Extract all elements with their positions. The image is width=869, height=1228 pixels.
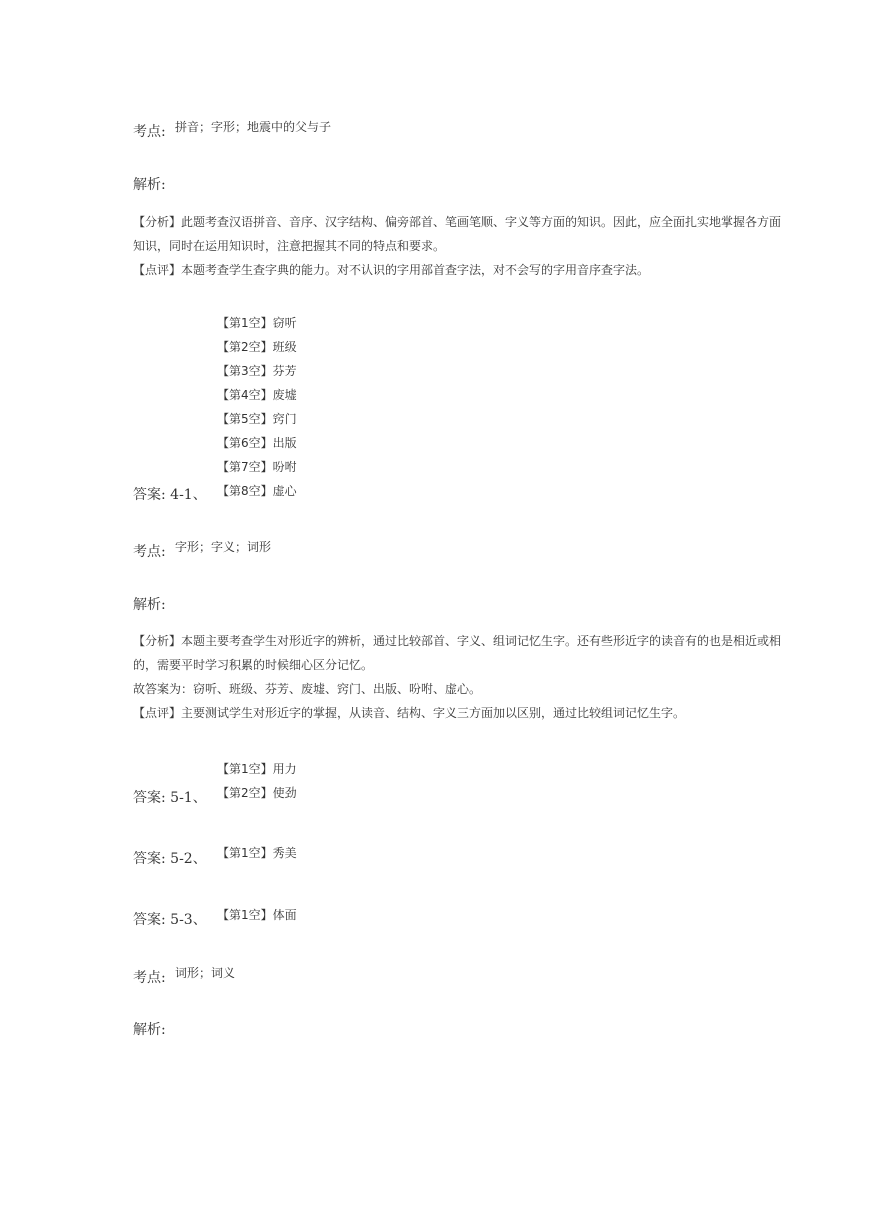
blank-list-4-1	[217, 311, 297, 503]
blank-item: 【第2空】使劲	[217, 786, 297, 800]
blank-list-5-1	[217, 757, 297, 805]
blank-item: 【第4空】废墟	[217, 388, 297, 402]
jiexi-label-3: 解析:	[133, 1022, 166, 1038]
analysis-line: 【分析】本题主要考查学生对形近字的辨析，通过比较部首、字义、组词记忆生字。还有些形近字的读音有的也是相近或相	[133, 634, 782, 648]
analysis-line: 故答案为：窃听、班级、芬芳、废墟、窍门、出版、吩咐、虚心。	[133, 682, 482, 696]
analysis-line: 【点评】主要测试学生对形近字的掌握，从读音、结构、字义三方面加以区别，通过比较组词记忆生字。	[133, 706, 686, 720]
kaodian-label-1: 考点:	[133, 124, 166, 140]
analysis-line: 的，需要平时学习积累的时候细心区分记忆。	[133, 658, 374, 672]
kaodian-label-3: 考点:	[133, 970, 166, 986]
blank-item: 【第5空】窍门	[217, 412, 297, 426]
blank-item: 【第1空】用力	[217, 762, 297, 776]
jiexi-label-2: 解析:	[133, 597, 166, 613]
analysis-line: 知识，同时在运用知识时，注意把握其不同的特点和要求。	[133, 239, 446, 253]
blank-item: 【第8空】虚心	[217, 484, 297, 498]
blank-item: 【第3空】芬芳	[217, 364, 297, 378]
blank-item: 【第2空】班级	[217, 340, 297, 354]
kaodian-value-2: 字形；字义；词形	[175, 540, 272, 554]
blank-item: 【第1空】秀美	[217, 846, 297, 860]
kaodian-label-2: 考点:	[133, 544, 166, 560]
blank-item: 【第1空】体面	[217, 908, 297, 922]
kaodian-value-3: 词形；词义	[175, 966, 236, 980]
answer-label-5-3: 答案: 5-3、	[133, 912, 207, 928]
answer-label-5-2: 答案: 5-2、	[133, 851, 207, 867]
analysis-line: 【分析】此题考查汉语拼音、音序、汉字结构、偏旁部首、笔画笔顺、字义等方面的知识。因此，应全面扎实地掌握各方面	[133, 215, 782, 229]
blank-item: 【第6空】出版	[217, 436, 297, 450]
blank-list-5-3	[217, 903, 297, 927]
jiexi-label-1: 解析:	[133, 177, 166, 193]
answer-label-5-1: 答案: 5-1、	[133, 790, 207, 806]
kaodian-value-1: 拼音；字形；地震中的父与子	[175, 120, 332, 134]
blank-list-5-2	[217, 841, 297, 865]
analysis-line: 【点评】本题考查学生查字典的能力。对不认识的字用部首查字法，对不会写的字用音序查字法。	[133, 263, 650, 277]
blank-item: 【第7空】吩咐	[217, 460, 297, 474]
answer-label-4-1: 答案: 4-1、	[133, 487, 207, 503]
blank-item: 【第1空】窃听	[217, 316, 297, 330]
